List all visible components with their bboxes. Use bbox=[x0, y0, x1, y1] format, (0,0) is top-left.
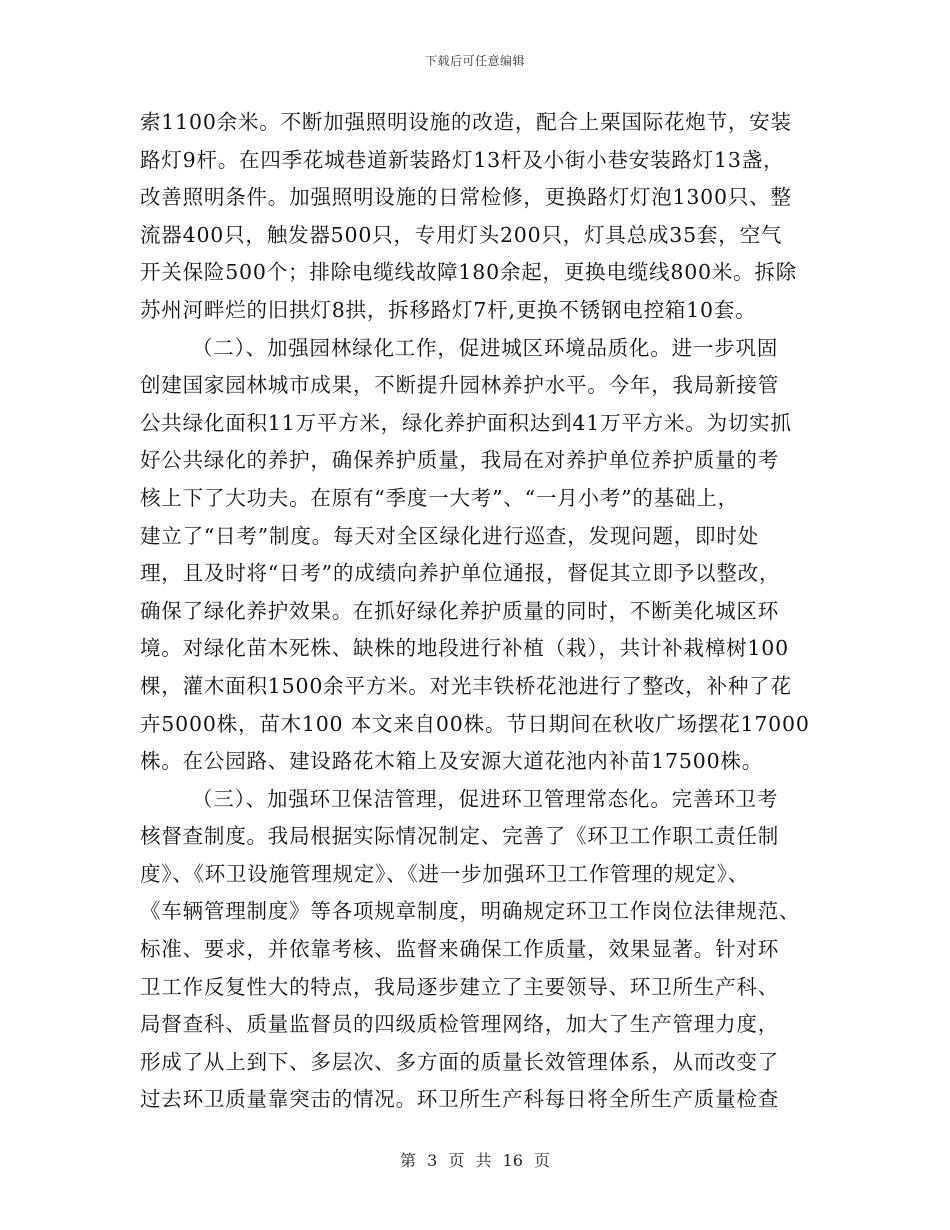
page-number: 第 3 页 共 16 页 bbox=[400, 1151, 550, 1170]
paragraph-line: 开关保险500个；排除电缆线故障180余起，更换电缆线800米。拆除 bbox=[140, 260, 798, 285]
paragraph-first-line: （二）、加强园林绿化工作，促进城区环境品质化。进一步巩固 bbox=[192, 335, 779, 360]
paragraph-line: 创建国家园林城市成果，不断提升园林养护水平。今年，我局新接管 bbox=[140, 373, 779, 398]
paragraph-line: 好公共绿化的养护，确保养护质量，我局在对养护单位养护质量的考 bbox=[140, 448, 779, 473]
paragraph-line: 核督查制度。我局根据实际情况制定、完善了《环卫工作职工责任制 bbox=[140, 824, 779, 849]
paragraph-line: 核上下了大功夫。在原有“季度一大考”、“一月小考”的基础上， bbox=[140, 485, 739, 510]
paragraph-line: 流器400只，触发器500只，专用灯头200只，灯具总成35套，空气 bbox=[140, 222, 783, 247]
paragraph-line: 改善照明条件。加强照明设施的日常检修，更换路灯灯泡1300只、整 bbox=[140, 185, 792, 210]
paragraph-line: 局督查科、质量监督员的四级质检管理网络，加大了生产管理力度， bbox=[140, 1012, 779, 1037]
paragraph-line: 棵，灌木面积1500余平方米。对光丰铁桥花池进行了整改，补种了花 bbox=[140, 673, 792, 698]
paragraph-line: 索1100余米。不断加强照明设施的改造，配合上栗国际花炮节，安装 bbox=[140, 110, 792, 134]
paragraph-line: 确保了绿化养护效果。在抓好绿化养护质量的同时，不断美化城区环 bbox=[140, 598, 779, 623]
paragraph-first-line: （三）、加强环卫保洁管理，促进环卫管理常态化。完善环卫考 bbox=[192, 786, 779, 811]
paragraph-line: 苏州河畔烂的旧拱灯8拱，拆移路灯7杆,更换不锈钢电控箱10套。 bbox=[140, 297, 757, 322]
paragraph-line: 路灯9杆。在四季花城巷道新装路灯13杆及小街小巷安装路灯13盏， bbox=[140, 147, 785, 172]
paragraph-line: 卫工作反复性大的特点，我局逐步建立了主要领导、环卫所生产科、 bbox=[140, 974, 779, 999]
paragraph-line: 理，且及时将“日考”的成绩向养护单位通报，督促其立即予以整改， bbox=[140, 561, 781, 586]
paragraph-line: 度》、《环卫设施管理规定》、《进一步加强环卫工作管理的规定》、 bbox=[140, 861, 750, 886]
paragraph-line: 形成了从上到下、多层次、多方面的质量长效管理体系，从而改变了 bbox=[140, 1049, 779, 1074]
paragraph-line: 过去环卫质量靠突击的情况。环卫所生产科每日将全所生产质量检查 bbox=[140, 1087, 779, 1112]
paragraph-line: 建立了“日考”制度。每天对全区绿化进行巡查，发现问题，即时处 bbox=[140, 523, 759, 548]
paragraph-line: 境。对绿化苗木死株、缺株的地段进行补植（栽），共计补栽樟树100 bbox=[140, 636, 789, 661]
paragraph-line: 株。在公园路、建设路花木箱上及安源大道花池内补苗17500株。 bbox=[140, 749, 764, 774]
paragraph-line: 卉5000株，苗木100 本文来自00株。节日期间在秋收广场摆花17000 bbox=[140, 711, 810, 736]
paragraph-line: 标准、要求，并依靠考核、监督来确保工作质量，效果显著。针对环 bbox=[140, 937, 779, 962]
paragraph-line: 《车辆管理制度》等各项规章制度，明确规定环卫工作岗位法律规范、 bbox=[140, 899, 801, 924]
page-header: 下载后可任意编辑 bbox=[424, 54, 525, 68]
document-body bbox=[140, 104, 812, 1119]
paragraph-line: 公共绿化面积11万平方米，绿化养护面积达到41万平方米。为切实抓 bbox=[140, 410, 792, 435]
